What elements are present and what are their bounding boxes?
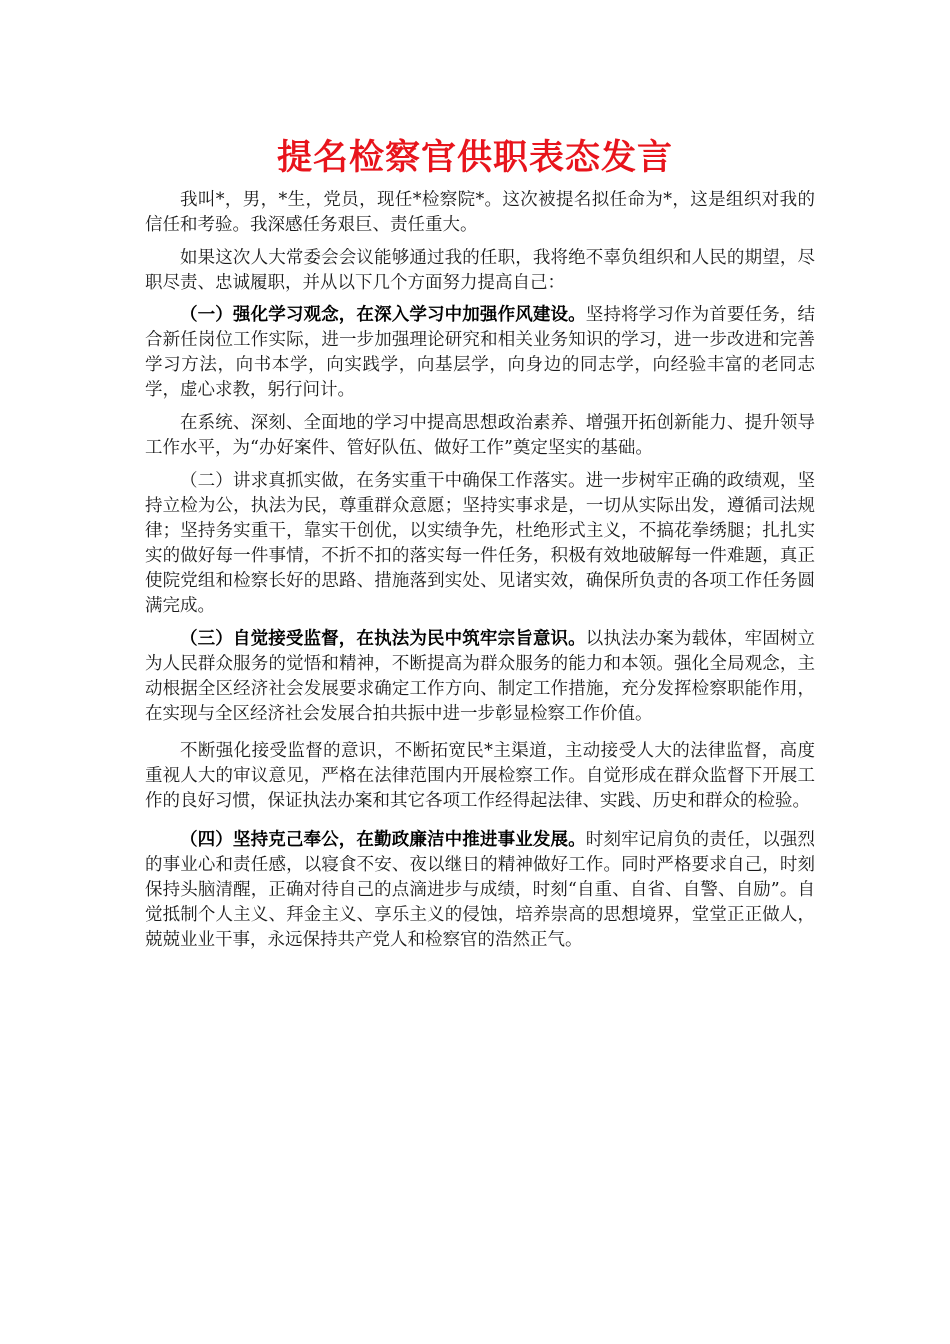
section-heading-4: （四）坚持克己奉公，在勤政廉洁中推进事业发展。: [180, 830, 586, 850]
paragraph-section-3-cont: [145, 739, 815, 814]
section-heading-3: （三）自觉接受监督，在执法为民中筑牢宗旨意识。: [180, 629, 586, 649]
paragraph-section-4: [145, 828, 815, 953]
section-heading-1: （一）强化学习观念，在深入学习中加强作风建设。: [180, 305, 586, 325]
paragraph-text: 时刻牢记肩负的责任，以强烈的事业心和责任感，以寝食不安、夜以继日的精神做好工作。同时严格要求自己，时刻保持头脑清醒，正确对待自己的点滴进步与成绩，时刻“自重、自省、自警、自励”。自觉抵制个人主义、拜金主义、享乐主义的侵蚀，培养崇高的思想境界，堂堂正正做人，兢兢业业干事，永远保持共产党人和检察官的浩然正气。: [145, 830, 816, 950]
paragraph-section-2: [145, 469, 815, 619]
paragraph-text: （二）讲求真抓实做，在务实重干中确保工作落实。进一步树牢正确的政绩观，坚持立检为公，执法为民，尊重群众意愿；坚持实事求是，一切从实际出发，遵循司法规律；坚持务实重干，靠实干创优，以实绩争先，杜绝形式主义，不搞花拳绣腿；扎扎实实的做好每一件事情，不折不扣的落实每一件任务，积极有效地破解每一件难题，真正使院党组和检察长好的思路、措施落到实处、见诸实效，确保所负责的各项工作任务圆满完成。: [145, 471, 815, 616]
paragraph-text: 在系统、深刻、全面地的学习中提高思想政治素养、增强开拓创新能力、提升领导工作水平，为“办好案件、管好队伍、做好工作”奠定坚实的基础。: [145, 413, 815, 458]
paragraph-section-3: [145, 627, 815, 727]
paragraph-text: 坚持将学习作为首要任务，结合新任岗位工作实际，进一步加强理论研究和相关业务知识的学习，进一步改进和完善学习方法，向书本学，向实践学，向基层学，向身边的同志学，向经验丰富的老同志学，虚心求教，躬行问计。: [145, 305, 816, 400]
paragraph-text: 我叫*，男，*生，党员，现任*检察院*。这次被提名拟任命为*，这是组织对我的信任和考验。我深感任务艰巨、责任重大。: [145, 190, 815, 235]
paragraph-section-1-cont: [145, 411, 815, 461]
document-title: 提名检察官供职表态发言: [276, 137, 673, 178]
paragraph-text: 不断强化接受监督的意识，不断拓宽民*主渠道，主动接受人大的法律监督，高度重视人大的审议意见，严格在法律范围内开展检察工作。自觉形成在群众监督下开展工作的良好习惯，保证执法办案和其它各项工作经得起法律、实践、历史和群众的检验。: [145, 741, 815, 811]
document-body: [145, 188, 815, 965]
paragraph-text: 以执法办案为载体，牢固树立为人民群众服务的觉悟和精神，不断提高为群众服务的能力和本领。强化全局观念，主动根据全区经济社会发展要求确定工作方向、制定工作措施，充分发挥检察职能作用，在实现与全区经济社会发展合拍共振中进一步彰显检察工作价值。: [145, 629, 816, 724]
paragraph-commitment: [145, 246, 815, 296]
paragraph-intro: [145, 188, 815, 238]
paragraph-section-1: [145, 303, 815, 403]
paragraph-text: 如果这次人大常委会会议能够通过我的任职，我将绝不辜负组织和人民的期望，尽职尽责、忠诚履职，并从以下几个方面努力提高自己：: [145, 248, 815, 293]
